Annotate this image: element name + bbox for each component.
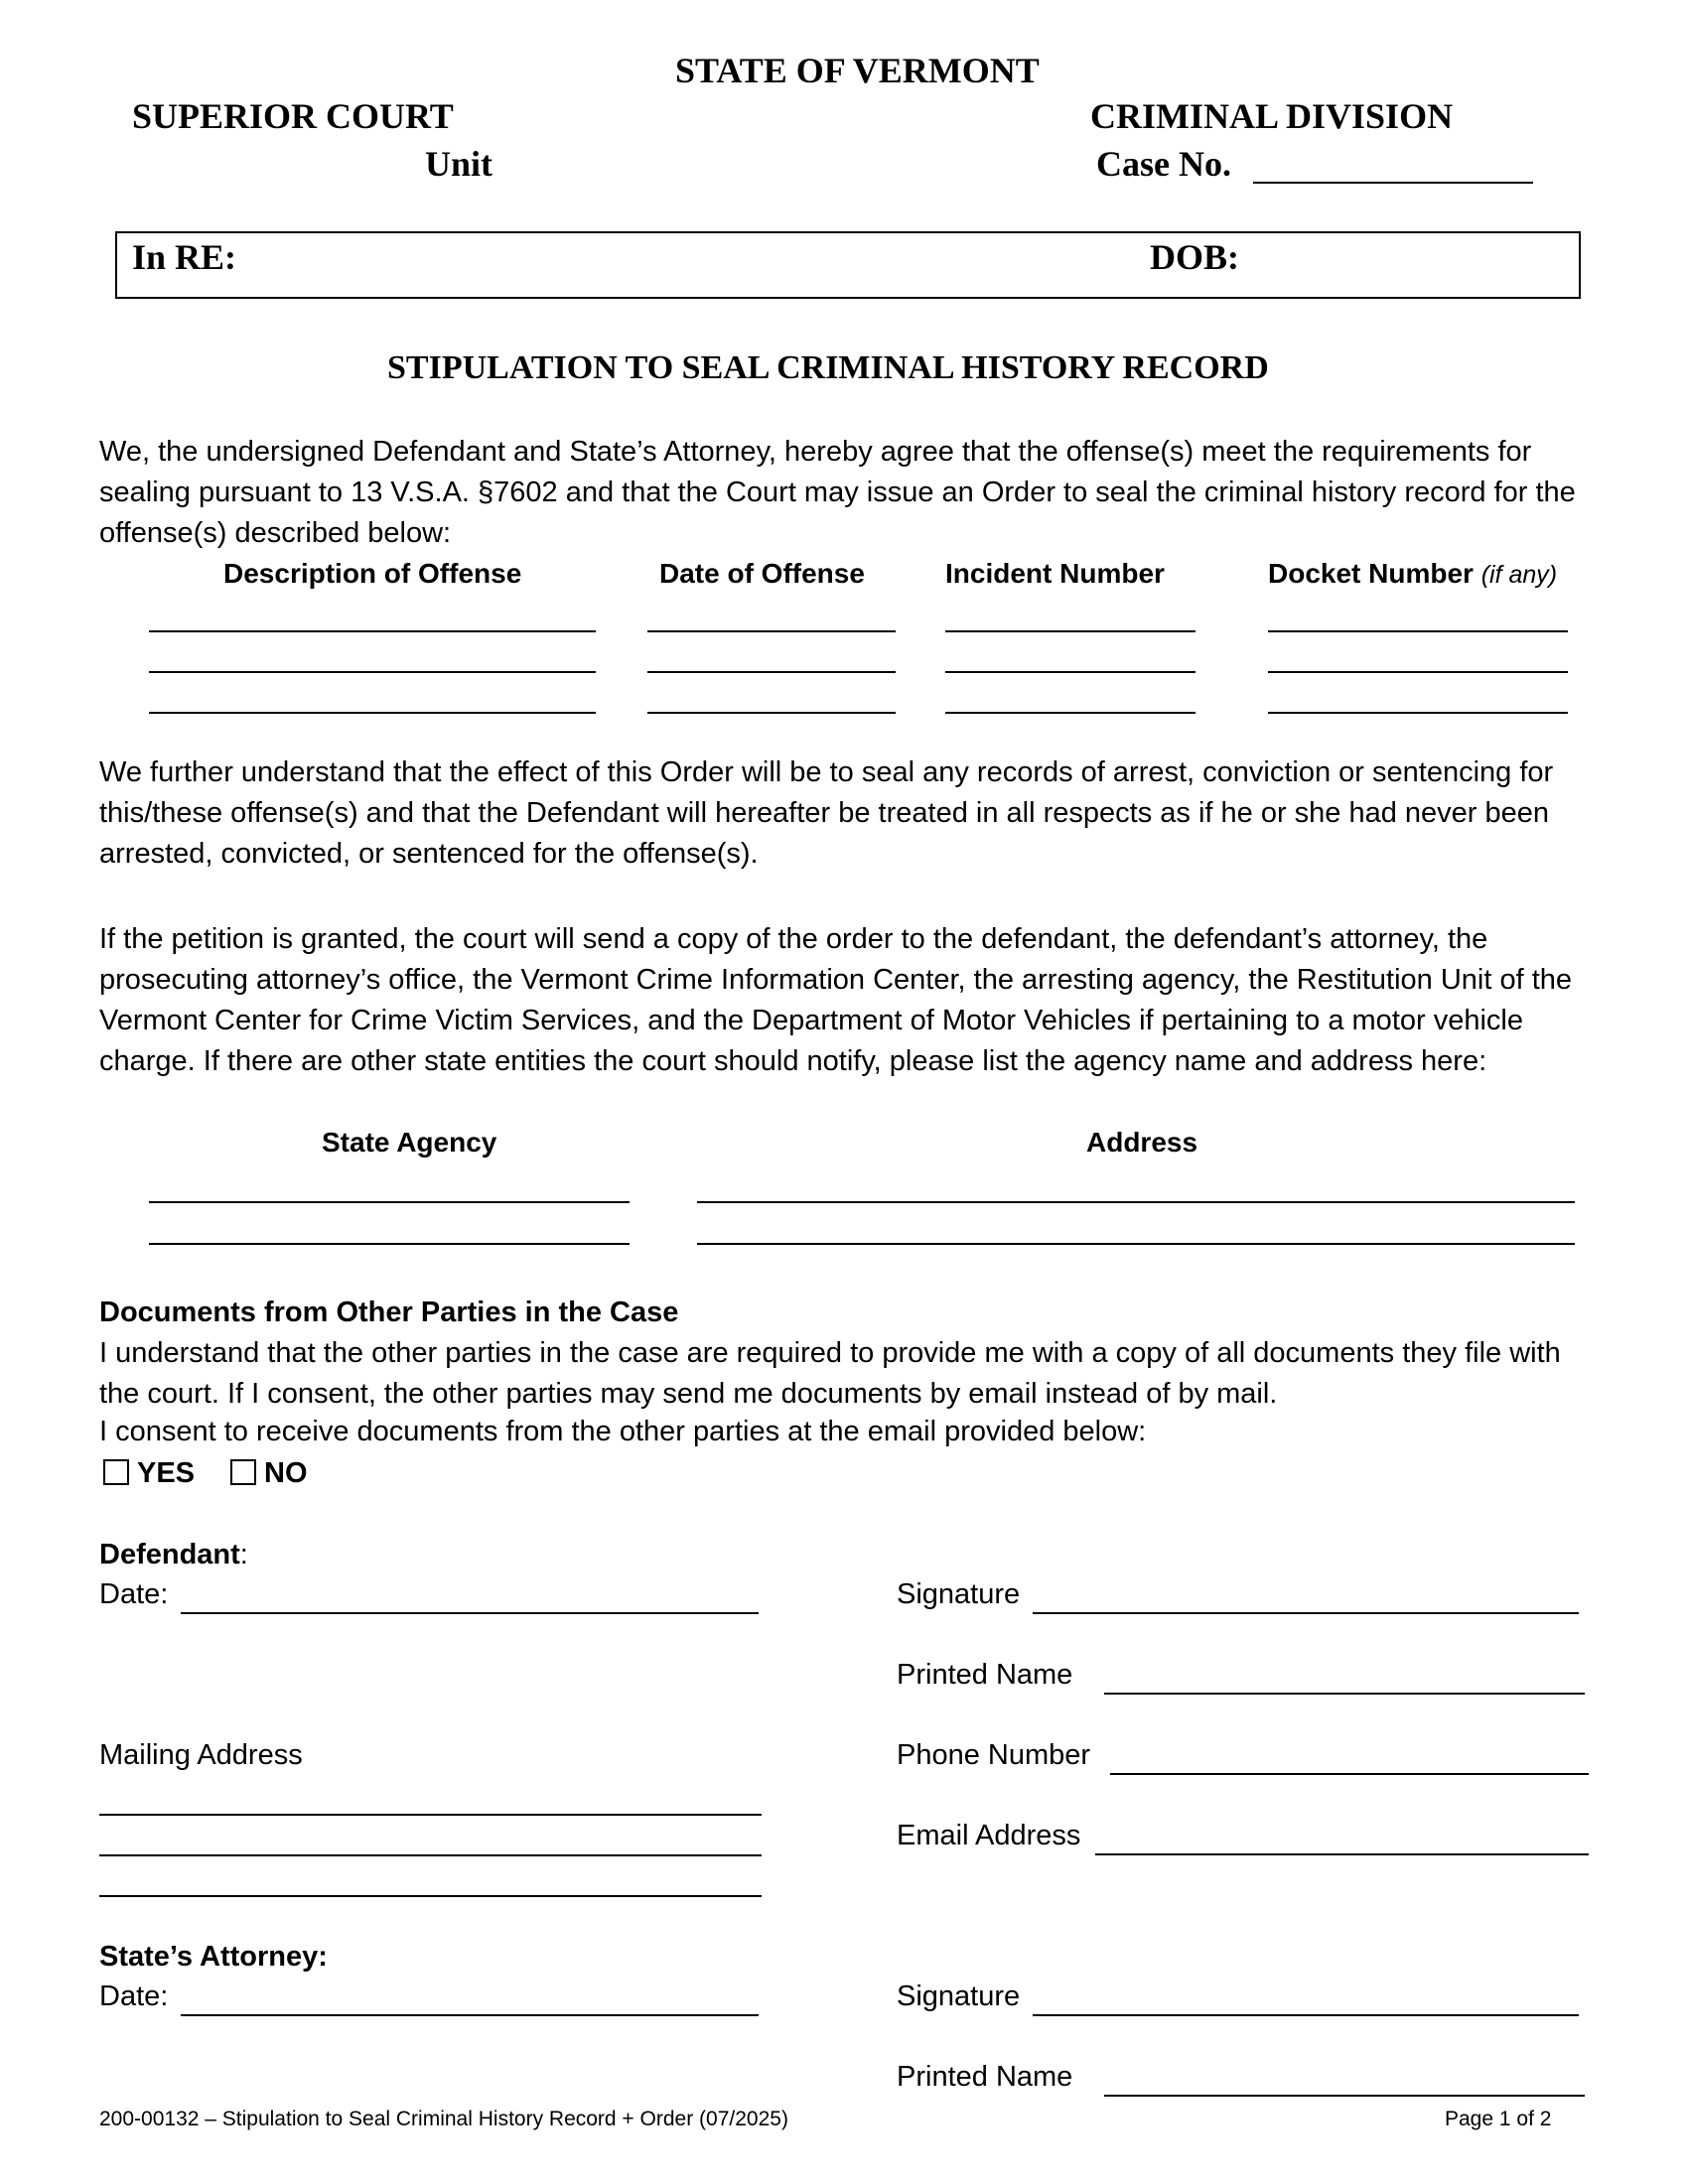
form-id: 200-00132 – Stipulation to Seal Criminal History Record + Order (07/2025) — [99, 2108, 788, 2130]
documents-body: I understand that the other parties in the case are required to provide me with a copy of all documents they file with the court. If I consent, the other parties may send me documents by email instead of by mail. — [99, 1337, 1561, 1410]
defendant-printed-name-field[interactable] — [1104, 1693, 1585, 1695]
mailing-address-line[interactable] — [99, 1895, 762, 1897]
offense-incident-line[interactable] — [945, 671, 1196, 673]
sa-date-label: Date: — [99, 1980, 169, 2012]
defendant-heading — [99, 1539, 248, 1571]
docket-qualifier: (if any) — [1480, 561, 1558, 589]
division-heading: CRIMINAL DIVISION — [1090, 96, 1454, 136]
sa-printed-name-label: Printed Name — [897, 2061, 1073, 2093]
col-state-agency: State Agency — [322, 1127, 497, 1158]
col-incident-number: Incident Number — [945, 558, 1165, 589]
defendant-signature-field[interactable] — [1033, 1612, 1579, 1614]
offense-date-line[interactable] — [647, 630, 896, 632]
offense-description-line[interactable] — [149, 671, 596, 673]
in-re-label: In RE: — [132, 237, 237, 277]
col-date-of-offense: Date of Offense — [659, 558, 865, 589]
mailing-address-line[interactable] — [99, 1814, 762, 1816]
agency-line[interactable] — [149, 1243, 630, 1245]
yes-checkbox[interactable] — [103, 1459, 129, 1485]
offense-docket-line[interactable] — [1268, 630, 1568, 632]
consent-no-option[interactable] — [230, 1457, 308, 1490]
form-title: STIPULATION TO SEAL CRIMINAL HISTORY RECORD — [387, 349, 1269, 386]
case-no-label: Case No. — [1096, 144, 1231, 184]
defendant-date-field[interactable] — [181, 1612, 759, 1614]
court-heading: SUPERIOR COURT — [132, 96, 454, 136]
mailing-address-label: Mailing Address — [99, 1739, 303, 1771]
offense-date-line[interactable] — [647, 712, 896, 714]
address-line[interactable] — [697, 1201, 1575, 1203]
offense-docket-line[interactable] — [1268, 671, 1568, 673]
intro-paragraph: We, the undersigned Defendant and State’s Attorney, hereby agree that the offense(s) meet the requirements for sealing pursuant to 13 V.S.A. §7602 and that the Court may issue an Order to seal the criminal history record for the offense(s) described below: — [99, 436, 1576, 549]
offense-description-line[interactable] — [149, 630, 596, 632]
sa-signature-label: Signature — [897, 1980, 1021, 2012]
documents-heading: Documents from Other Parties in the Case — [99, 1297, 679, 1328]
defendant-heading-colon: : — [239, 1539, 248, 1570]
effect-paragraph: We further understand that the effect of this Order will be to seal any records of arrest, conviction or sentencing for this/these offense(s) and that the Defendant will hereafter be treated in all respects as if he or she had never been arrested, convicted, or sentenced for the offense(s). — [99, 756, 1554, 870]
case-no-field[interactable] — [1253, 182, 1533, 184]
sa-date-field[interactable] — [181, 2014, 759, 2016]
yes-label: YES — [137, 1457, 196, 1489]
state-heading: STATE OF VERMONT — [675, 51, 1040, 90]
sa-printed-name-field[interactable] — [1104, 2095, 1585, 2097]
unit-label: Unit — [425, 144, 493, 184]
col-description-of-offense: Description of Offense — [223, 558, 522, 589]
col-docket-number — [1268, 558, 1557, 590]
offense-date-line[interactable] — [647, 671, 896, 673]
offense-incident-line[interactable] — [945, 630, 1196, 632]
offense-description-line[interactable] — [149, 712, 596, 714]
address-line[interactable] — [697, 1243, 1575, 1245]
consent-yes-option[interactable] — [103, 1457, 195, 1490]
page-number: Page 1 of 2 — [1445, 2108, 1552, 2130]
offense-incident-line[interactable] — [945, 712, 1196, 714]
defendant-heading-text: Defendant — [99, 1539, 240, 1570]
agency-line[interactable] — [149, 1201, 630, 1203]
mailing-address-line[interactable] — [99, 1854, 762, 1856]
defendant-date-label: Date: — [99, 1578, 169, 1610]
dob-label: DOB: — [1150, 237, 1239, 277]
sa-signature-field[interactable] — [1033, 2014, 1579, 2016]
offense-docket-line[interactable] — [1268, 712, 1568, 714]
states-attorney-heading: State’s Attorney: — [99, 1941, 328, 1973]
phone-number-field[interactable] — [1110, 1773, 1589, 1775]
in-re-field[interactable] — [258, 238, 1112, 288]
defendant-printed-name-label: Printed Name — [897, 1659, 1073, 1691]
notify-paragraph: If the petition is granted, the court will send a copy of the order to the defendant, the defendant’s attorney, the prosecuting attorney’s office, the Vermont Crime Information Center, the arresting agency, the Restitution Unit of the Vermont Center for Crime Victim Services, and the Department of Motor Vehicles if pertaining to a motor vehicle charge. If there are other state entities the court should notify, please list the agency name and address here: — [99, 923, 1573, 1077]
col-address: Address — [1086, 1127, 1198, 1158]
dob-field[interactable] — [1241, 238, 1569, 288]
phone-number-label: Phone Number — [897, 1739, 1091, 1771]
email-address-label: Email Address — [897, 1820, 1081, 1851]
docket-number-label: Docket Number — [1268, 558, 1474, 589]
no-checkbox[interactable] — [230, 1459, 256, 1485]
consent-text: I consent to receive documents from the other parties at the email provided below: — [99, 1416, 1147, 1447]
email-address-field[interactable] — [1095, 1853, 1589, 1855]
defendant-signature-label: Signature — [897, 1578, 1021, 1610]
no-label: NO — [264, 1457, 308, 1489]
